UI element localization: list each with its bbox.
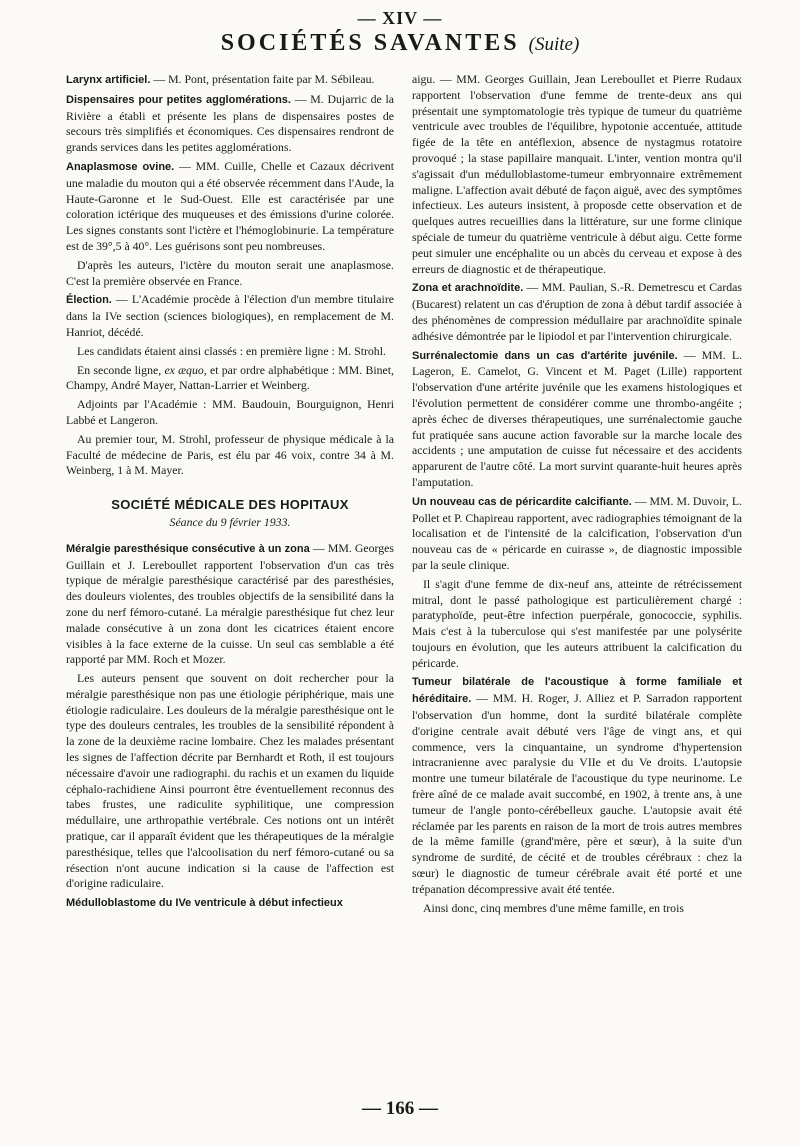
- entry-text: — MM. L. Lageron, E. Camelot, G. Vincent et M. Paget (Lille) rapportent l'observation d'une artérite juvénile que les examens histologiques et l'évolution permettent de considérer comme une thrombo-angéite ; après échec de diverses thérapeutiques, une surrénalectomie gauche fut pratiquée sans aucune action favorable sur la marche locale des accidents ; une amputation de cuisse fut nécessaire et des accidents apparurent de l'autre côté. La mort survint quarante-huit heures après l'amputation.: [412, 347, 742, 489]
- paragraph: Les auteurs pensent que souvent on doit rechercher pour la méralgie paresthésique non pas une étiologie périphérique, mais une étiologie radiculaire. Les douleurs de la méralgie paresthésique ont le type des douleurs centrales, les troubles de la sensibilité répondent à la zone de la deuxième racine lombaire. Chez les malades présentant les signes de l'affection décrite par Bernhardt et Roth, il est toujours nécessaire d'avoir une radiographi. du rachis et un examen du liquide céphalo-rachidiene Ainsi pourront être éventuellement reconnus des tabes frustes, une radiculite syphilitique, une compression médullaire, une arthropathie vertébrale. Ces notions ont un intérêt pratique, car il apparaît évident que les thérapeutiques de la méralgie paresthésique, telles que l'alcoolisation du nerf fémoro-cutané ou sa résection n'ont aucune indication si la cause de l'affection est d'origine radiculaire.: [66, 671, 394, 891]
- paragraph: Adjoints par l'Académie : MM. Baudouin, Bourguignon, Henri Labbé et Langeron.: [66, 397, 394, 427]
- entry-text: — MM. Georges Guillain et J. Lereboullet rapportent l'observation d'un cas très typique de méralgie paresthésique caractérisé par des paresthésies, des douleurs violentes, des troubles objectifs de la sensibilité dans la zone du nerf fémoro-cutané. La méralgie paresthésique fut chez leur malade consécutive à un zona dont les cicatrices étaient encore visibles à la face externe de la cuisse. Un seul cas semblable a été rapporté par MM. Roch et Mozer.: [66, 540, 395, 667]
- entry-text: — M. Dujarric de la Rivière a établi et présente les plans de dispensaires postes de secours très simplifiés et économiques. Ces dispensaires rendront de grands services dans les petites agglomérations.: [66, 91, 394, 155]
- entry-heading: Anaplasmose ovine.: [66, 160, 175, 173]
- entry-text: — MM. H. Roger, J. Alliez et P. Sarradon rapportent l'observation d'un homme, dont la surdité bilatérale complète d'origine centrale avait débuté vers l'âge de vingt ans, et qui commence, vers la cinquantaine, un syndrome d'hypertension intracranienne avec paralysie du VIIe et du Ve droits. L'autopsie montre une tumeur bilatérale de l'acoustique du type neurinome. Le frère aîné de ce malade avait succombé, en 1902, à trente ans, à une tumeur de l'angle ponto-cérébelleux gauche. L'autopsie avait été réclamée par les parents en raison de la mort de trois autres membres de la même famille (grand'mère, père et sœur), à la suite d'un syndrome de surdité, de cécité et de troubles cérébraux : chez la sœur) le diagnostic de tumeur cérébrale avait été porté et une trépanation décompressive avait été tentée.: [412, 691, 742, 896]
- paragraph: Au premier tour, M. Strohl, professeur de physique médicale à la Faculté de médecine de Paris, est élu par 46 voix, contre 34 à M. Weinberg, 1 à M. Mayer.: [66, 431, 394, 478]
- entry-heading: Surrénalectomie dans un cas d'artérite juvénile.: [412, 349, 678, 362]
- paragraph: [412, 348, 742, 491]
- entry-heading: Dispensaires pour petites agglomérations.: [66, 93, 291, 106]
- entry-heading: Élection.: [66, 294, 112, 307]
- section-subtitle: Séance du 9 février 1933.: [169, 514, 291, 529]
- paragraph: [412, 280, 742, 344]
- paragraph: [66, 92, 394, 156]
- italic-text: ex æquo: [164, 362, 204, 377]
- page-title-suffix: (Suite): [528, 34, 580, 55]
- entry-text: — L'Académie procède à l'élection d'un membre titulaire dans la IVe section (sciences biologiques), en remplacement de M. Hanriot, décédé.: [66, 292, 394, 339]
- section-title: SOCIÉTÉ MÉDICALE DES HOPITAUX: [111, 497, 349, 513]
- page-title: [0, 30, 800, 57]
- entry-heading: Médulloblastome du IVe ventricule à début infectieux: [66, 897, 343, 910]
- entry-heading: Tumeur bilatérale de l'acoustique à forme familiale et héréditaire.: [412, 676, 742, 706]
- entry-text: — MM. M. Duvoir, L. Pollet et P. Chapireau rapportent, avec radiographies témoignant de la localisation et de l'intensité de la calcification, l'observation d'un nouveau cas de « péricarde en cuirasse », de diagnostic impossible par la seule clinique.: [412, 493, 742, 572]
- paragraph: [412, 494, 742, 574]
- paragraph: [66, 292, 394, 340]
- paragraph: [412, 674, 742, 897]
- entry-text: — MM. Paulian, S.-R. Demetrescu et Cardas (Bucarest) relatent un cas d'éruption de zona à début tardif associée à des phénomènes de compression médullaire par arachnoïdite spinale adhésive démontrée par le lipiodol et par l'intervention chirurgicale.: [412, 280, 742, 343]
- entry-heading: Méralgie paresthésique consécutive à un zona: [66, 542, 310, 555]
- page-title-text: SOCIÉTÉS SAVANTES: [220, 30, 520, 56]
- paragraph: aigu. — MM. Georges Guillain, Jean Lereboullet et Pierre Rudaux rapportent l'observation d'une femme de trente-deux ans qui présentait une symptomatologie très typique de tumeur du quatrième ventricule avec troubles de l'équilibre, hypotonie accentuée, attitude figée de la tête en antéflexion, absence de nystagmus rotatoire provoqué ; la stase papillaire manquait. L'inter, vention montra qu'il s'agissait d'un médulloblastome-tumeur embryonnaire extrêmement maligne. L'affection avait débuté de façon aiguë, avec des symptômes infectieux. Les auteurs insistent, à proposde cette observation et de quelques autres recueillies dans la littérature, sur une forme clinique spéciale de tumeur du quatrième ventricule à début aigu. Cette forme peut simuler une encéphalite ou un abcès du cerveau et expose à des erreurs de diagnostic et de thérapeutique.: [412, 72, 742, 276]
- page-number: — 166 —: [362, 1098, 438, 1119]
- paragraph: D'après les auteurs, l'ictère du mouton serait une anaplasmose. C'est la première observée en France.: [66, 257, 394, 288]
- paragraph: Il s'agit d'une femme de dix-neuf ans, atteinte de rétrécissement mitral, dont le passé pathologique est particulièrement chargé : paratyphoïde, peut-être infection puerpérale, gonococcie, syphilis. Mais c'est à la tuberculose qui s'est manifestée par une polysérite toujours en évolution, que les auteurs attribuent la calcification du péricarde.: [412, 576, 742, 670]
- entry-text: — M. Pont, présentation faite par M. Sébileau.: [150, 72, 375, 86]
- left-column: [66, 72, 394, 915]
- page-roman-numeral: — XIV —: [357, 8, 443, 28]
- paragraph: [66, 895, 394, 912]
- entry-heading: Zona et arachnoïdite.: [412, 282, 524, 295]
- entry-heading: Larynx artificiel.: [66, 74, 151, 86]
- text-run: , et par ordre alphabétique : MM. Binet, Champy, André Mayer, Nattan-Larrier et Weinberg.: [66, 362, 394, 393]
- paragraph: [66, 363, 394, 395]
- paragraph: [66, 72, 394, 89]
- paragraph: Ainsi donc, cinq membres d'une même famille, en trois: [423, 900, 684, 915]
- entry-text: — MM. Cuille, Chelle et Cazaux décrivent une maladie du mouton qui a été observée récemment dans l'Aude, la Haute-Garonne et le Sud-Ouest. Elle est caractérisée par une coloration ictérique des muqueuses et des émissions d'urine colorée. Les signes constants sont l'ictère et l'hémoglobinurie. La température est de 39°,5 à 40°. Les guérisons sont peu nombreuses.: [66, 158, 394, 253]
- paragraph: [66, 159, 394, 255]
- entry-heading: Un nouveau cas de péricardite calcifiante.: [412, 495, 632, 508]
- right-column: [412, 72, 742, 919]
- text-run: En seconde ligne,: [77, 362, 165, 377]
- paragraph: Les candidats étaient ainsi classés : en première ligne : M. Strohl.: [77, 343, 386, 358]
- paragraph: [66, 541, 394, 668]
